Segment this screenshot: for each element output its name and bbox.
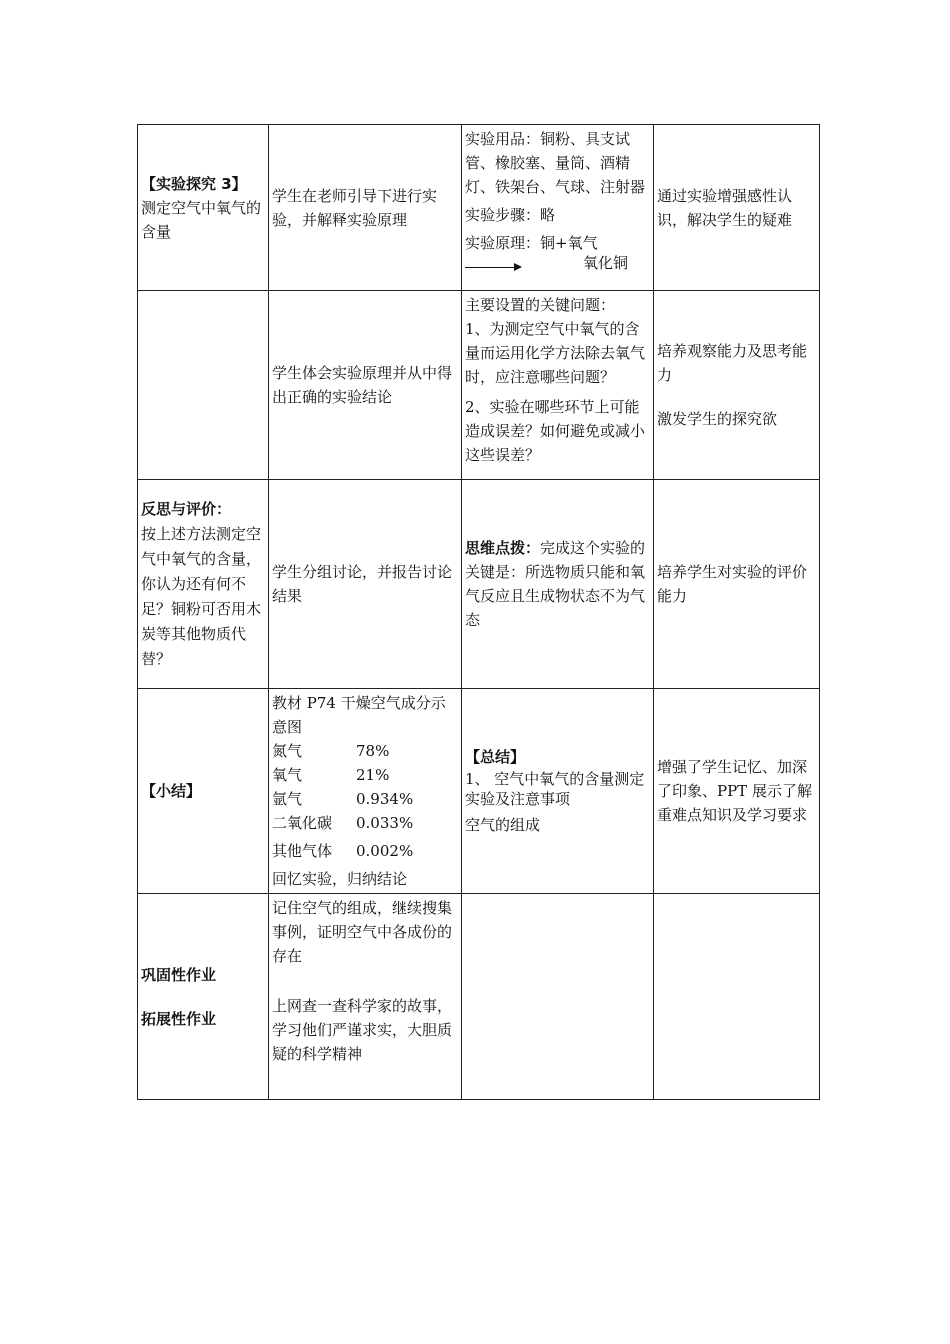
activity-cell: [138, 894, 269, 1100]
table-row: [138, 894, 820, 1100]
gas-value: 0.002%: [356, 842, 414, 860]
gas-value: 78%: [356, 742, 390, 760]
intent-a: 培养观察能力及思考能力: [657, 342, 808, 384]
homework-b: 上网查一查科学家的故事，学习他们严谨求实，大胆质疑的科学精神: [272, 997, 453, 1063]
table-row: [138, 480, 820, 689]
gas-value: 21%: [356, 766, 390, 784]
teacher-activity-cell: [462, 125, 654, 291]
section-text: 测定空气中氧气的含量: [141, 198, 262, 241]
gas-name: 氧气: [272, 766, 303, 784]
hint-title: 思维点拨：: [465, 539, 541, 557]
experiment-steps: 实验步骤：略: [465, 206, 556, 224]
teacher-activity-cell: [462, 894, 654, 1100]
summary-point-2: 空气的组成: [465, 816, 541, 834]
intent-cell: [654, 291, 820, 480]
intent-cell: 增强了学生记忆、加深了印象、PPT 展示了解重难点知识及学习要求: [654, 689, 820, 894]
activity-cell: 【小结】: [138, 689, 269, 894]
gas-row: [272, 763, 458, 787]
student-activity-cell: 学生体会实验原理并从中得出正确的实验结论: [269, 291, 462, 480]
gas-row: [272, 787, 458, 811]
gas-name: 二氧化碳: [272, 814, 333, 832]
experiment-principle: 实验原理：铜+氧气: [465, 234, 598, 252]
experiment-items: 实验用品：铜粉、具支试管、橡胶塞、量筒、酒精灯、铁架台、气球、注射器: [465, 130, 646, 196]
gas-name: 氮气: [272, 742, 303, 760]
gas-name: 氩气: [272, 790, 303, 808]
gas-value: 0.934%: [356, 790, 414, 808]
questions-head: 主要设置的关键问题：: [465, 296, 616, 314]
hint-text: 完成这个实验的关键是：所选物质只能和氧气反应且生成物状态不为气态: [465, 539, 646, 629]
intent-cell: 通过实验增强感性认识，解决学生的疑难: [654, 125, 820, 291]
table-row: [138, 291, 820, 480]
section-title: 反思与评价：: [141, 499, 232, 518]
intent-cell: 培养学生对实验的评价能力: [654, 480, 820, 689]
homework-extension: 拓展性作业: [141, 1009, 217, 1028]
summary-tail: 回忆实验，归纳结论: [272, 870, 408, 888]
gas-row: [272, 811, 458, 835]
gas-name: 其他气体: [272, 842, 333, 860]
question-2: 2、实验在哪些环节上可能造成误差？如何避免或减小这些误差？: [465, 398, 646, 464]
table-row: [138, 689, 820, 894]
teacher-activity-cell: [462, 480, 654, 689]
summary-title: 【总结】: [465, 748, 526, 766]
activity-cell: [138, 480, 269, 689]
table-row: [138, 125, 820, 291]
intent-cell: [654, 894, 820, 1100]
student-activity-cell: 学生分组讨论，并报告讨论结果: [269, 480, 462, 689]
teacher-activity-cell: [462, 689, 654, 894]
reaction-product: 氧化铜: [583, 254, 629, 272]
gas-row: [272, 739, 458, 763]
summary-point-1: 1、 空气中氧气的含量测定实验及注意事项: [465, 770, 645, 808]
intent-b: 激发学生的探究欲: [657, 410, 778, 428]
student-activity-cell: [269, 894, 462, 1100]
section-title: 【实验探究 3】: [141, 174, 247, 193]
activity-cell: [138, 291, 269, 480]
reaction-arrow-icon: [465, 267, 520, 268]
homework-a: 记住空气的组成，继续搜集事例，证明空气中各成份的存在: [272, 899, 453, 965]
figure-reference: 教材 P74 干燥空气成分示意图: [272, 694, 446, 736]
lesson-plan-table: [137, 124, 820, 1100]
gas-row: [272, 839, 458, 863]
gas-value: 0.033%: [356, 814, 414, 832]
question-1: 1、为测定空气中氧气的含量而运用化学方法除去氧气时，应注意哪些问题？: [465, 320, 646, 386]
teacher-activity-cell: [462, 291, 654, 480]
section-text: 按上述方法测定空气中氧气的含量，你认为还有何不足？铜粉可否用木炭等其他物质代替？: [141, 524, 262, 668]
homework-consolidation: 巩固性作业: [141, 965, 217, 984]
student-activity-cell: [269, 689, 462, 894]
activity-cell: [138, 125, 269, 291]
student-activity-cell: 学生在老师引导下进行实验，并解释实验原理: [269, 125, 462, 291]
